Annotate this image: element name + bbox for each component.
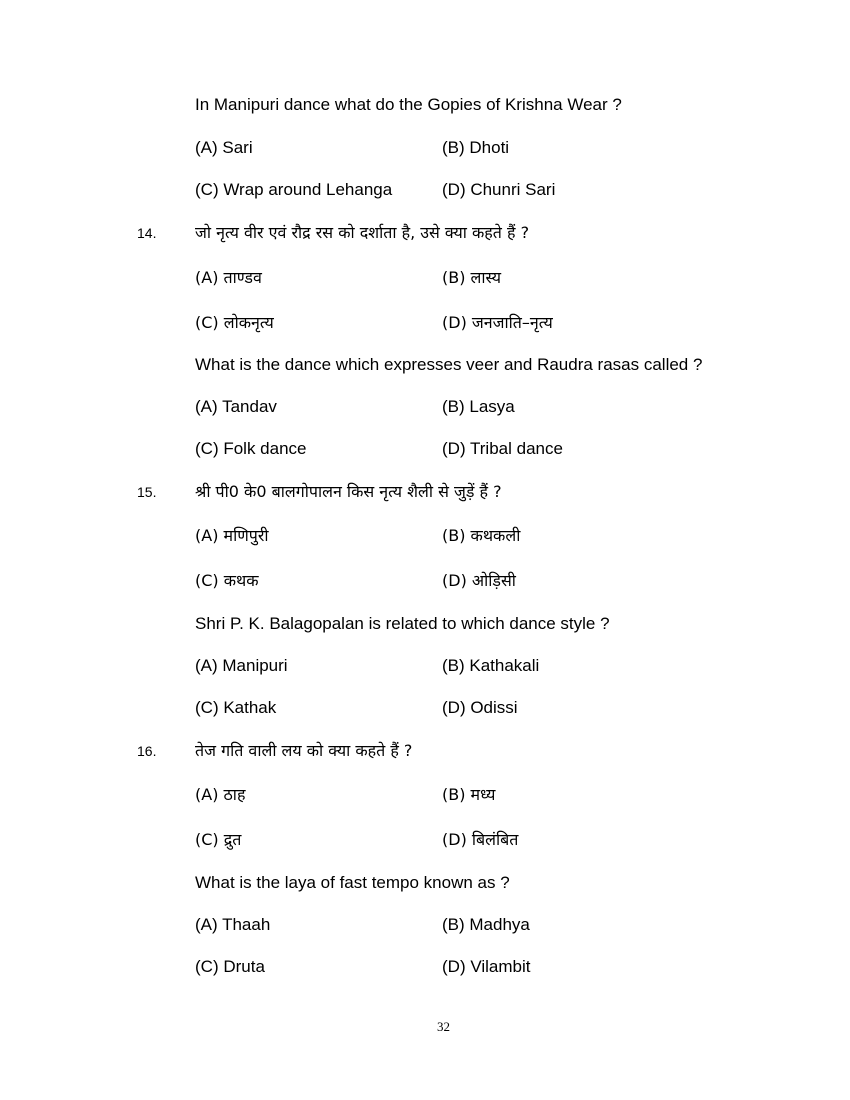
q13-option-a-en: (A) Sari — [195, 138, 253, 157]
q16-option-b-en: (B) Madhya — [442, 915, 530, 934]
q15-number: 15. — [137, 484, 157, 500]
q15-option-d-en: (D) Odissi — [442, 698, 518, 717]
q14-option-b-en: (B) Lasya — [442, 397, 515, 416]
q16-option-a-en: (A) Thaah — [195, 915, 271, 934]
q15-option-d-hi: (D) ओड़िसी — [442, 571, 516, 590]
q14-number: 14. — [137, 225, 157, 241]
q15-question-en: Shri P. K. Balagopalan is related to which dance style ? — [195, 614, 610, 633]
q16-option-d-en: (D) Vilambit — [442, 957, 531, 976]
q14-option-c-en: (C) Folk dance — [195, 439, 307, 458]
q13-question-en: In Manipuri dance what do the Gopies of Krishna Wear ? — [195, 95, 622, 114]
q16-question-hi: तेज गति वाली लय को क्या कहते हैं ? — [195, 741, 413, 760]
q13-option-c-en: (C) Wrap around Lehanga — [195, 180, 393, 199]
q15-option-b-hi: (B) कथकली — [442, 526, 521, 545]
q15-question-hi: श्री पी0 के0 बालगोपालन किस नृत्य शैली से जुड़ें हैं ? — [195, 482, 502, 501]
q13-option-d-en: (D) Chunri Sari — [442, 180, 556, 199]
q14-option-c-hi: (C) लोकनृत्य — [195, 313, 274, 332]
q16-option-b-hi: (B) मध्य — [442, 785, 496, 804]
page-number: 32 — [437, 1019, 450, 1034]
q14-question-hi: जो नृत्य वीर एवं रौद्र रस को दर्शाता है, उसे क्या कहते हैं ? — [195, 223, 530, 242]
q14-option-a-hi: (A) ताण्डव — [195, 268, 262, 287]
q14-option-b-hi: (B) लास्य — [442, 268, 502, 287]
q14-option-a-en: (A) Tandav — [195, 397, 277, 416]
q14-question-en: What is the dance which expresses veer and Raudra rasas called ? — [195, 355, 703, 374]
q14-option-d-hi: (D) जनजाति–नृत्य — [442, 313, 553, 332]
q14-option-d-en: (D) Tribal dance — [442, 439, 563, 458]
q16-number: 16. — [137, 743, 157, 759]
q16-option-d-hi: (D) बिलंबित — [442, 830, 519, 849]
q15-option-a-hi: (A) मणिपुरी — [195, 526, 269, 545]
q16-option-a-hi: (A) ठाह — [195, 785, 246, 804]
q16-option-c-en: (C) Druta — [195, 957, 265, 976]
q13-option-b-en: (B) Dhoti — [442, 138, 510, 157]
q16-option-c-hi: (C) द्रुत — [195, 830, 242, 849]
q15-option-b-en: (B) Kathakali — [442, 656, 540, 675]
q15-option-a-en: (A) Manipuri — [195, 656, 288, 675]
q15-option-c-hi: (C) कथक — [195, 571, 259, 590]
q15-option-c-en: (C) Kathak — [195, 698, 277, 717]
q16-question-en: What is the laya of fast tempo known as ? — [195, 873, 510, 892]
